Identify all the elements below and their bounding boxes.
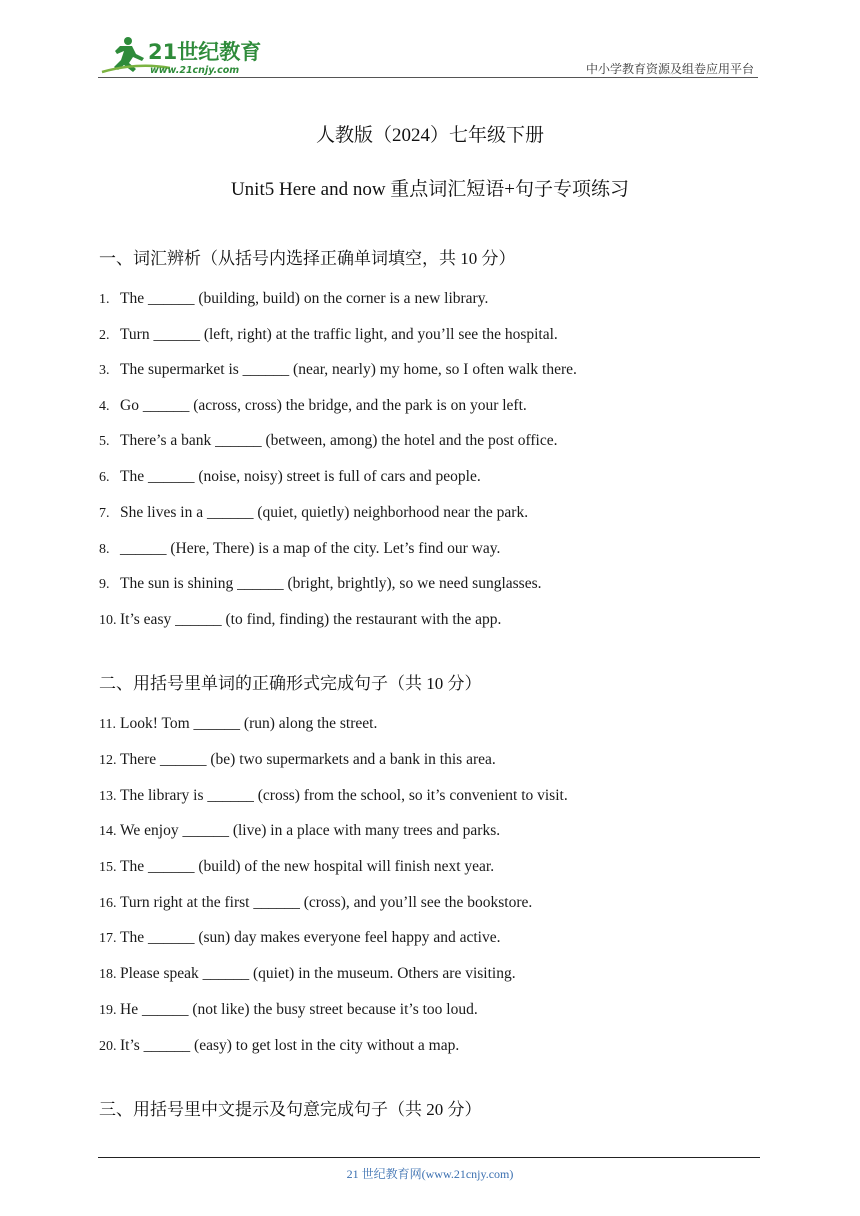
question-item [99, 504, 528, 522]
logo-url: www.21cnjy.com [150, 65, 240, 76]
question-number: 12. [99, 753, 117, 768]
question-item [99, 965, 516, 983]
question-text: The sun is shining ______ (bright, brightly), so we need sunglasses. [120, 575, 542, 592]
question-text: There’s a bank ______ (between, among) the hotel and the post office. [120, 432, 558, 449]
question-text: Go ______ (across, cross) the bridge, and the park is on your left. [120, 397, 527, 414]
question-number: 2. [99, 328, 110, 343]
question-item [99, 361, 577, 379]
question-item [99, 397, 527, 415]
question-number: 18. [99, 967, 117, 982]
question-text: The ______ (noise, noisy) street is full of cars and people. [120, 468, 481, 485]
question-number: 7. [99, 506, 110, 521]
question-item [99, 290, 488, 308]
question-item [99, 575, 541, 593]
footer-divider [98, 1157, 760, 1158]
question-text: The ______ (sun) day makes everyone feel happy and active. [120, 929, 501, 946]
question-number: 4. [99, 399, 110, 414]
question-number: 15. [99, 860, 117, 875]
question-number: 8. [99, 542, 110, 557]
question-item [99, 822, 500, 840]
question-text: It’s ______ (easy) to get lost in the city without a map. [120, 1037, 460, 1054]
question-number: 6. [99, 470, 110, 485]
question-number: 9. [99, 577, 110, 592]
footer-link[interactable]: 21 世纪教育网(www.21cnjy.com) [346, 1167, 514, 1181]
question-item [99, 540, 500, 558]
question-number: 20. [99, 1039, 117, 1054]
question-item [99, 894, 532, 912]
header-platform-text: 中小学教育资源及组卷应用平台 [585, 62, 754, 76]
section-heading-3: 三、用括号里中文提示及句意完成句子（共 20 分） [99, 1100, 482, 1119]
logo-text: 21世纪教育 [148, 40, 262, 64]
question-text: ______ (Here, There) is a map of the city. Let’s find our way. [120, 540, 501, 557]
section-heading-1: 一、词汇辨析（从括号内选择正确单词填空，共 10 分） [99, 249, 516, 268]
question-text: The library is ______ (cross) from the school, so it’s convenient to visit. [120, 787, 568, 804]
question-item [99, 929, 500, 947]
header-divider [98, 77, 758, 78]
question-item [99, 751, 496, 769]
page-header [98, 30, 758, 78]
question-number: 5. [99, 434, 110, 449]
logo-21cnjy [98, 32, 268, 76]
question-item [99, 787, 568, 805]
question-number: 10. [99, 613, 117, 628]
question-text: The supermarket is ______ (near, nearly) my home, so I often walk there. [120, 361, 577, 378]
question-text: Look! Tom ______ (run) along the street. [120, 715, 378, 732]
question-text: Turn right at the first ______ (cross), and you’ll see the bookstore. [120, 894, 533, 911]
question-number: 3. [99, 363, 110, 378]
question-number: 13. [99, 789, 117, 804]
question-text: Please speak ______ (quiet) in the museum. Others are visiting. [120, 965, 516, 982]
question-number: 14. [99, 824, 117, 839]
question-text: Turn ______ (left, right) at the traffic light, and you’ll see the hospital. [120, 326, 558, 343]
page-title: 人教版（2024）七年级下册 [315, 125, 544, 146]
question-number: 17. [99, 931, 117, 946]
question-text: He ______ (not like) the busy street because it’s too loud. [120, 1001, 478, 1018]
question-text: It’s easy ______ (to find, finding) the restaurant with the app. [120, 611, 502, 628]
question-item [99, 468, 481, 486]
question-item [99, 858, 494, 876]
question-item [99, 1037, 459, 1055]
question-text: The ______ (build) of the new hospital will finish next year. [120, 858, 495, 875]
question-number: 16. [99, 896, 117, 911]
page-subtitle: Unit5 Here and now 重点词汇短语+句子专项练习 [230, 179, 630, 200]
question-number: 11. [99, 717, 116, 732]
question-item [99, 1001, 478, 1019]
section-heading-2: 二、用括号里单词的正确形式完成句子（共 10 分） [99, 674, 482, 693]
question-text: She lives in a ______ (quiet, quietly) neighborhood near the park. [120, 504, 529, 521]
question-item [99, 611, 501, 629]
question-item [99, 432, 557, 450]
question-item [99, 715, 377, 733]
question-text: The ______ (building, build) on the corner is a new library. [120, 290, 489, 307]
question-number: 19. [99, 1003, 117, 1018]
question-text: We enjoy ______ (live) in a place with many trees and parks. [120, 822, 501, 839]
question-item [99, 326, 558, 344]
question-text: There ______ (be) two supermarkets and a bank in this area. [120, 751, 496, 768]
question-number: 1. [99, 292, 110, 307]
